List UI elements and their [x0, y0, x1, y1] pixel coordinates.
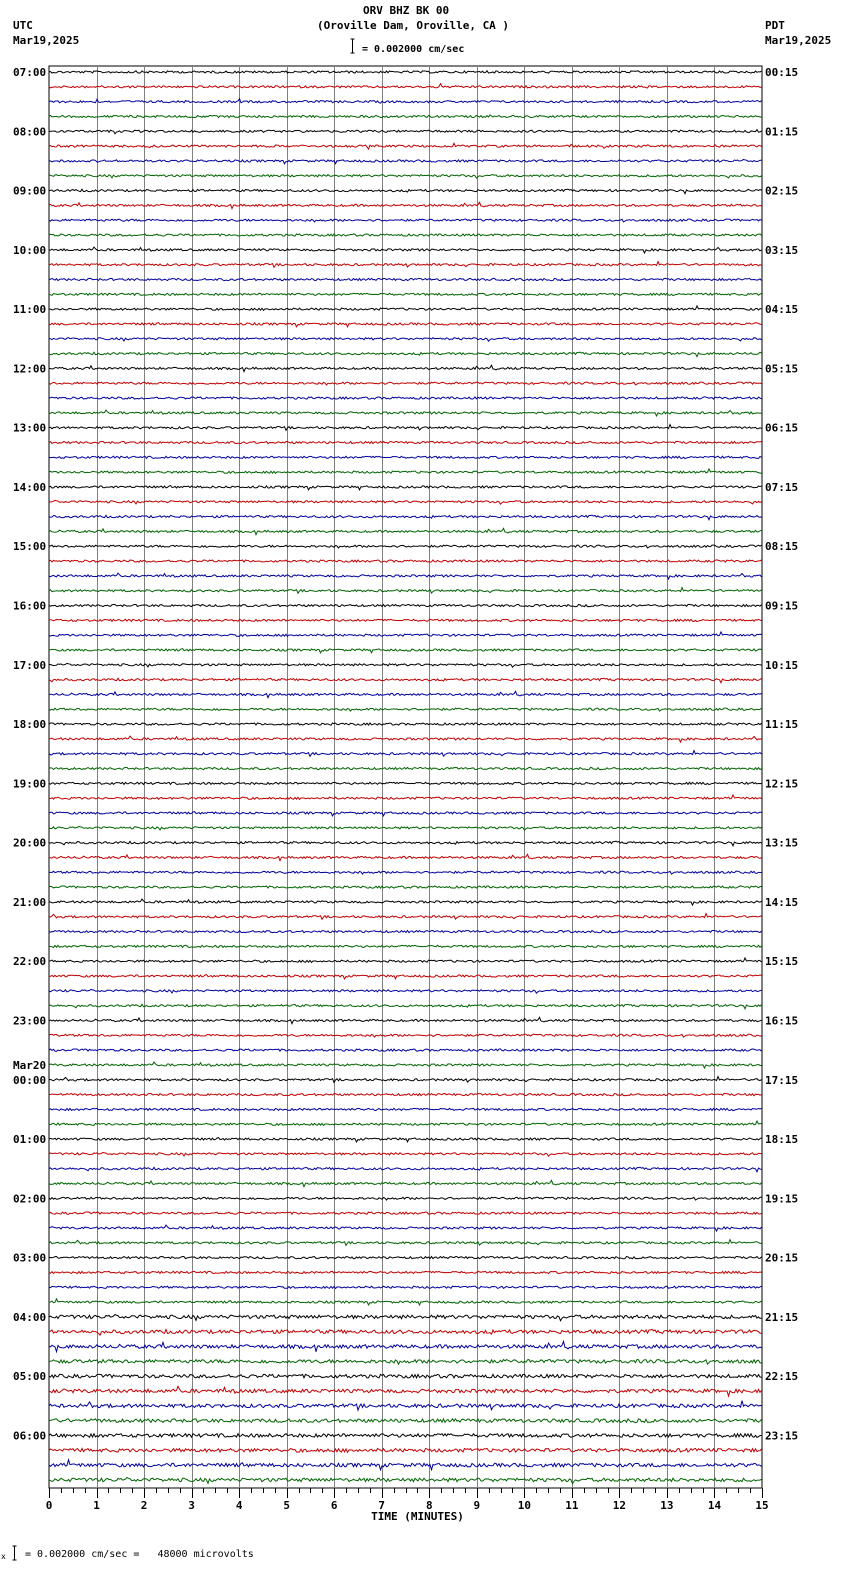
right-hour-label: 00:15 [765, 66, 799, 79]
seismic-trace [49, 278, 762, 280]
seismic-trace [49, 456, 762, 458]
station-title: ORV BHZ BK 00 [363, 4, 450, 17]
left-hour-label: 17:00 [13, 658, 47, 672]
seismic-trace [49, 795, 762, 799]
seismic-trace [49, 1077, 762, 1083]
seismic-trace [49, 219, 762, 222]
seismic-trace [49, 1212, 762, 1214]
x-tick-label: 8 [425, 1499, 433, 1512]
x-tick-label: 2 [140, 1499, 148, 1512]
seismic-trace [49, 545, 762, 548]
seismic-trace [49, 812, 762, 816]
seismic-trace [49, 1138, 762, 1142]
seismic-trace [49, 1152, 762, 1156]
seismic-trace [49, 175, 762, 178]
seismic-trace [49, 1108, 762, 1110]
left-hour-label: 08:00 [13, 125, 47, 139]
left-hour-label: 10:00 [13, 243, 47, 257]
seismic-trace [49, 1360, 762, 1365]
seismic-trace [49, 1315, 762, 1321]
right-date: Mar19,2025 [765, 34, 832, 47]
left-hour-label: 23:00 [13, 1014, 47, 1028]
seismic-trace [49, 649, 762, 653]
seismic-trace [49, 1460, 762, 1470]
x-tick-label: 6 [330, 1499, 338, 1512]
seismic-trace [49, 99, 762, 103]
seismic-trace [49, 486, 762, 490]
seismic-trace [49, 841, 762, 846]
seismic-trace [49, 528, 762, 534]
seismic-trace [49, 338, 762, 341]
left-timezone: UTC [13, 19, 33, 32]
seismic-trace [49, 573, 762, 579]
seismic-trace [49, 1225, 762, 1231]
seismic-trace [49, 930, 762, 932]
seismic-trace [49, 247, 762, 253]
left-date: Mar19,2025 [13, 34, 80, 47]
left-hour-label: 19:00 [13, 777, 47, 791]
seismic-trace [49, 469, 762, 473]
seismic-trace [49, 663, 762, 667]
seismic-trace [49, 1419, 762, 1423]
right-hour-label: 03:15 [765, 243, 799, 257]
left-hour-label: 01:00 [13, 1133, 47, 1147]
x-tick-label: 9 [473, 1499, 481, 1512]
left-hour-label: 03:00 [13, 1251, 47, 1265]
seismic-trace [49, 782, 762, 784]
seismic-trace [49, 751, 762, 757]
right-hour-label: 01:15 [765, 125, 799, 139]
seismic-trace [49, 678, 762, 683]
left-hour-label: 00:00 [13, 1073, 47, 1087]
date-change-label: Mar20 [13, 1058, 47, 1072]
x-tick-label: 0 [45, 1499, 53, 1512]
left-hour-label: 14:00 [13, 480, 47, 494]
seismic-trace [49, 1299, 762, 1305]
station-subtitle: (Oroville Dam, Oroville, CA ) [317, 19, 510, 32]
right-hour-label: 13:15 [765, 836, 799, 850]
seismic-trace [49, 1434, 762, 1438]
x-tick-label: 3 [188, 1499, 195, 1512]
seismic-trace [49, 945, 762, 947]
left-hour-label: 13:00 [13, 421, 47, 435]
seismic-trace [49, 306, 762, 310]
x-tick-label: 14 [707, 1499, 722, 1512]
seismic-trace [49, 914, 762, 920]
seismic-trace [49, 1017, 762, 1023]
seismic-trace [49, 441, 762, 443]
footer-scale-note: = 0.002000 cm/sec = 48000 microvolts [25, 1549, 254, 1560]
seismic-trace [49, 604, 762, 606]
right-hour-label: 18:15 [765, 1133, 799, 1147]
left-hour-label: 22:00 [13, 955, 47, 969]
x-tick-label: 15 [755, 1499, 769, 1512]
seismic-trace [49, 425, 762, 431]
x-axis-label: TIME (MINUTES) [371, 1510, 464, 1523]
seismic-trace [49, 234, 762, 236]
seismic-trace [49, 1286, 762, 1288]
seismic-trace [49, 189, 762, 194]
seismic-trace [49, 159, 762, 163]
seismic-trace [49, 202, 762, 208]
scale-label: = 0.002000 cm/sec [362, 44, 465, 55]
left-hour-label: 07:00 [13, 66, 47, 79]
seismic-trace [49, 1167, 762, 1172]
seismic-trace [49, 854, 762, 860]
seismic-trace [49, 262, 762, 268]
seismic-trace [49, 723, 762, 725]
seismic-trace [49, 1341, 762, 1351]
seismic-trace [49, 410, 762, 416]
seismic-trace [49, 1386, 762, 1396]
footer-marker: x [1, 1552, 6, 1561]
seismic-trace [49, 632, 762, 636]
seismic-trace [49, 1049, 762, 1051]
seismic-trace [49, 515, 762, 520]
right-hour-label: 06:15 [765, 421, 799, 435]
seismic-trace [49, 989, 762, 993]
left-hour-label: 06:00 [13, 1429, 47, 1443]
seismic-trace [49, 899, 762, 905]
left-hour-label: 02:00 [13, 1192, 47, 1206]
right-hour-label: 08:15 [765, 540, 799, 554]
seismic-trace [49, 1478, 762, 1484]
right-hour-label: 21:15 [765, 1310, 799, 1324]
right-hour-label: 16:15 [765, 1014, 799, 1028]
seismic-trace [49, 365, 762, 371]
seismic-trace [49, 115, 762, 118]
seismic-trace [49, 293, 762, 295]
seismic-trace [49, 1271, 762, 1273]
seismic-trace [49, 71, 762, 73]
right-hour-label: 23:15 [765, 1429, 799, 1443]
seismic-trace [49, 397, 762, 399]
seismic-trace [49, 619, 762, 621]
left-hour-label: 20:00 [13, 836, 47, 850]
seismic-trace [49, 143, 762, 149]
seismic-trace [49, 826, 762, 830]
seismic-trace [49, 736, 762, 742]
seismic-trace [49, 1121, 762, 1125]
x-tick-label: 5 [283, 1499, 290, 1512]
seismic-trace [49, 323, 762, 327]
seismic-trace [49, 1374, 762, 1378]
seismic-trace [49, 691, 762, 697]
right-hour-label: 07:15 [765, 480, 799, 494]
right-hour-label: 20:15 [765, 1251, 799, 1265]
seismic-trace [49, 958, 762, 962]
x-tick-label: 7 [378, 1499, 386, 1512]
right-hour-label: 05:15 [765, 362, 799, 376]
right-timezone: PDT [765, 19, 785, 32]
right-hour-label: 11:15 [765, 718, 799, 732]
left-hour-label: 15:00 [13, 540, 47, 554]
seismic-trace [49, 1062, 762, 1068]
seismic-trace [49, 352, 762, 357]
left-hour-label: 11:00 [13, 303, 47, 317]
seismic-trace [49, 708, 762, 711]
seismic-trace [49, 1034, 762, 1037]
right-hour-label: 02:15 [765, 184, 799, 198]
right-hour-label: 14:15 [765, 895, 799, 909]
right-hour-label: 19:15 [765, 1192, 799, 1206]
left-hour-label: 04:00 [13, 1310, 47, 1324]
left-hour-label: 09:00 [13, 184, 47, 198]
seismic-trace [49, 500, 762, 504]
seismic-trace [49, 588, 762, 594]
right-hour-label: 17:15 [765, 1073, 799, 1087]
seismic-trace [49, 130, 762, 134]
x-tick-label: 10 [517, 1499, 531, 1512]
seismic-trace [49, 560, 762, 562]
left-hour-label: 21:00 [13, 895, 47, 909]
seismic-trace [49, 382, 762, 385]
x-tick-label: 11 [565, 1499, 579, 1512]
x-tick-label: 12 [612, 1499, 627, 1512]
x-tick-label: 13 [660, 1499, 674, 1512]
right-hour-label: 10:15 [765, 658, 799, 672]
x-tick-label: 4 [235, 1499, 243, 1512]
seismic-trace [49, 767, 762, 769]
seismic-trace [49, 1401, 762, 1410]
seismic-trace [49, 1257, 762, 1259]
left-hour-label: 12:00 [13, 362, 47, 376]
seismic-trace [49, 886, 762, 888]
seismic-trace [49, 1240, 762, 1246]
seismic-trace [49, 871, 762, 874]
left-hour-label: 16:00 [13, 599, 47, 613]
right-hour-label: 09:15 [765, 599, 799, 613]
seismic-trace [49, 1329, 762, 1335]
left-hour-label: 18:00 [13, 718, 47, 732]
x-tick-label: 1 [93, 1499, 100, 1512]
right-hour-label: 15:15 [765, 955, 799, 969]
seismic-trace [49, 1180, 762, 1186]
right-hour-label: 12:15 [765, 777, 799, 791]
seismic-trace [49, 1197, 762, 1200]
seismic-trace [49, 84, 762, 88]
seismic-trace [49, 1093, 762, 1095]
seismic-trace [49, 1448, 762, 1452]
right-hour-label: 04:15 [765, 303, 799, 317]
left-hour-label: 05:00 [13, 1370, 47, 1384]
seismic-trace [49, 1004, 762, 1009]
seismic-trace [49, 975, 762, 979]
right-hour-label: 22:15 [765, 1370, 799, 1384]
